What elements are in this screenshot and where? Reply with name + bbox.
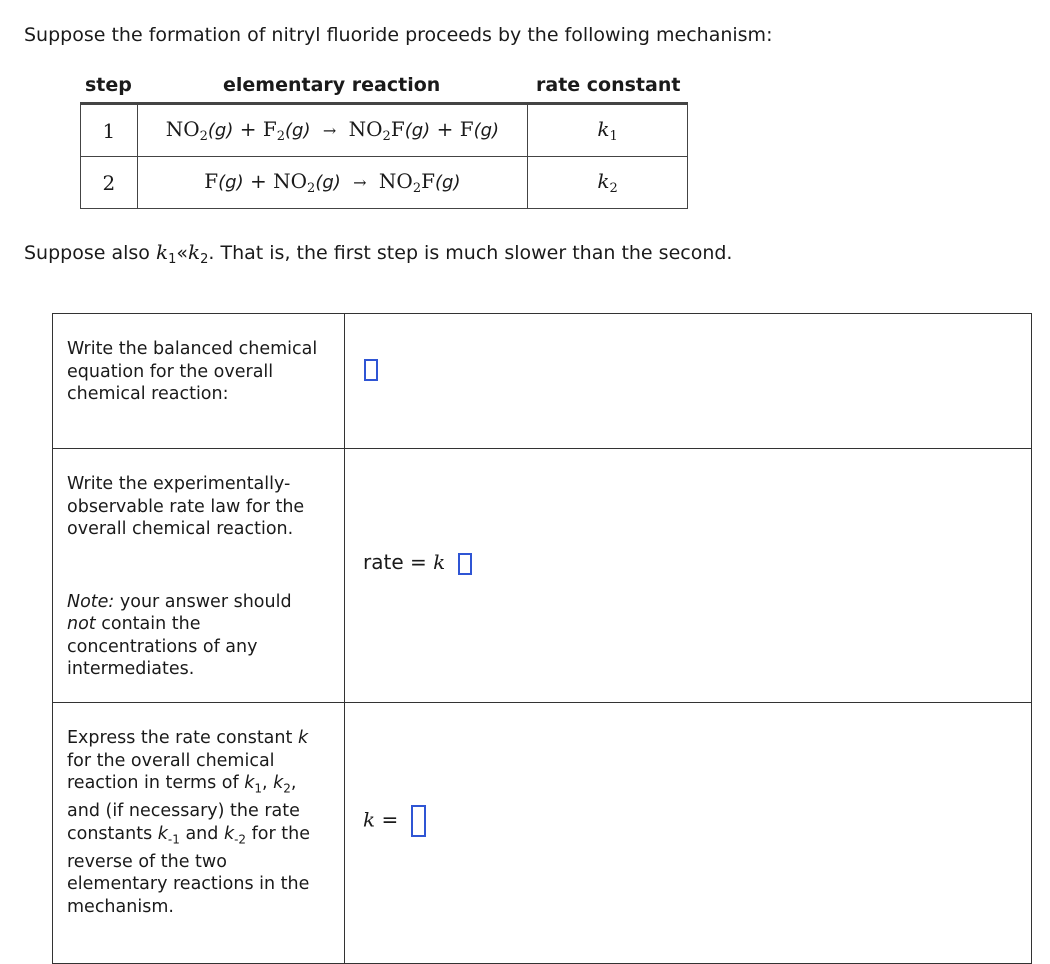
- rate-constant-2: $k_2$: [528, 157, 688, 209]
- elementary-reaction-2: $F(g) + NO_2(g) \to NO_2F(g)$: [137, 157, 528, 209]
- rate-law-prompt: Write the experimentally-observable rate law for the overall chemical reaction.: [67, 474, 305, 539]
- mechanism-row-1: [81, 104, 688, 157]
- assumption-text: Suppose also $k_1«k_2$. That is, the first step is much slower than the second.: [24, 240, 733, 267]
- header-reaction: elementary reaction: [223, 74, 441, 96]
- answer-cell: rate = k: [345, 449, 1032, 703]
- step-number: 2: [81, 157, 138, 209]
- header-rate-constant: rate constant: [536, 74, 681, 96]
- question-row-rate-law: [53, 449, 1032, 703]
- step-number: 1: [81, 104, 138, 157]
- reaction-arrow-icon: →: [353, 173, 367, 192]
- question-prompt: Write the balanced chemical equation for the overall chemical reaction:: [53, 314, 345, 449]
- elementary-reaction-1: $NO_2(g) + F_2(g) \to NO_2F(g) + F(g)$: [137, 104, 528, 157]
- question-prompt: [53, 449, 345, 703]
- rate-constant-1: $k_1$: [528, 104, 688, 157]
- mechanism-table: [80, 70, 688, 209]
- rate-law-note: Note: your answer should not contain the concentrations of any intermediates.: [67, 591, 292, 679]
- mechanism-header: [80, 70, 688, 102]
- reaction-arrow-icon: →: [322, 121, 337, 140]
- header-step: step: [85, 74, 132, 96]
- answer-cell: [345, 314, 1032, 449]
- question-row-overall-equation: [53, 314, 1032, 449]
- equation-answer-input[interactable]: [364, 359, 378, 381]
- rate-constant-answer-input[interactable]: [411, 805, 426, 837]
- question-row-rate-constant: [53, 703, 1032, 964]
- mechanism-row-2: [81, 157, 688, 209]
- rate-law-answer-input[interactable]: [458, 553, 472, 575]
- answer-cell: k =: [345, 703, 1032, 964]
- rate-label: rate: [363, 550, 404, 574]
- intro-text: Suppose the formation of nitryl fluoride proceeds by the following mechanism:: [24, 24, 773, 46]
- question-table: [52, 313, 1032, 964]
- question-prompt: Express the rate constant k for the overall chemical reaction in terms of $k_1$, $k_2$, and (if necessary) the rate constants $k_{-1}$ and $k_{-2}$ for the reverse of the two elementary reactions in the mechanism.: [53, 703, 345, 964]
